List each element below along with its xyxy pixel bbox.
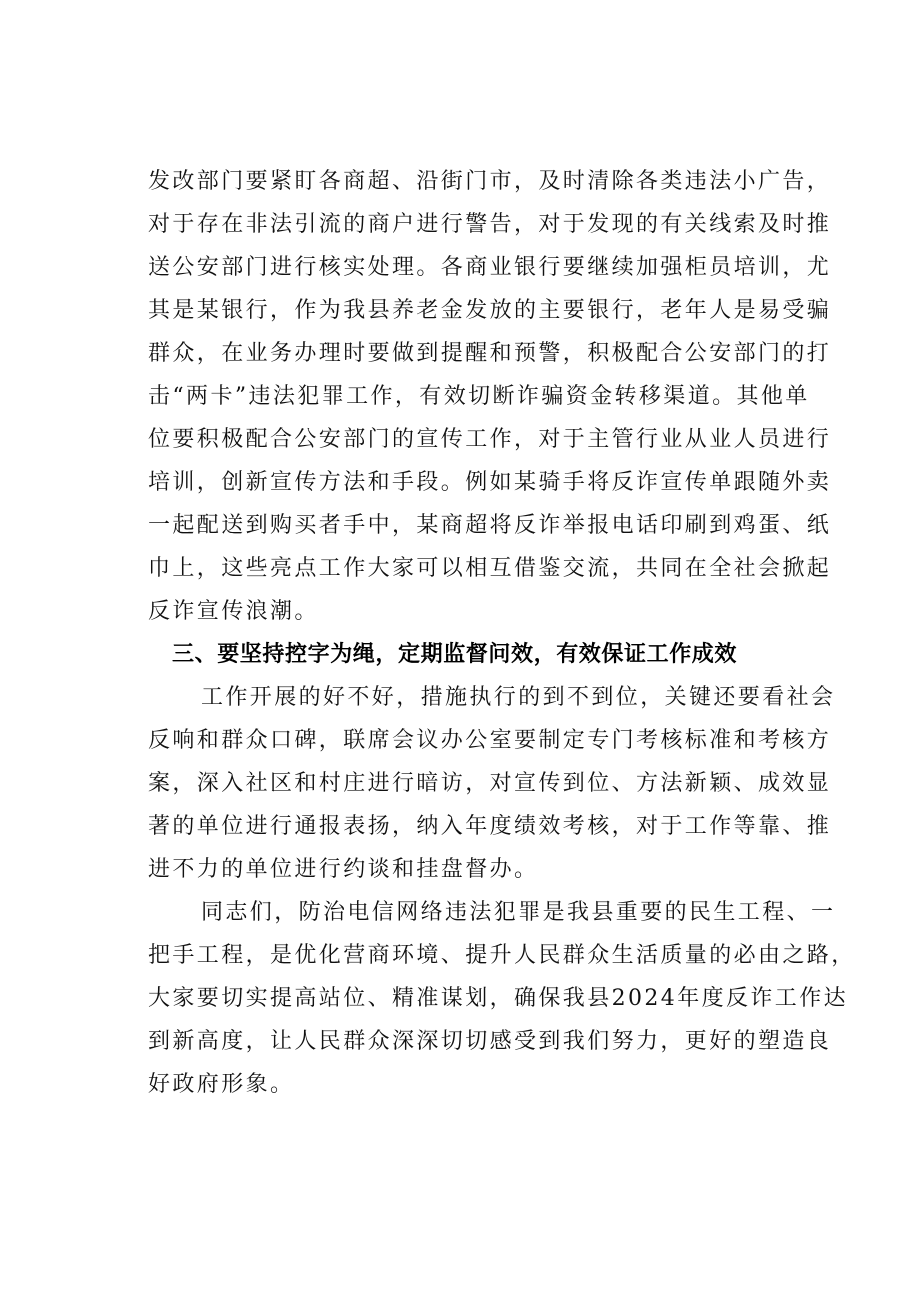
text-line: 反响和群众口碑，联席会议办公室要制定专门考核标准和考核方 (148, 728, 832, 753)
text-line: 培训，创新宣传方法和手段。例如某骑手将反诈宣传单跟随外卖 (148, 470, 832, 495)
text-line: 送公安部门进行核实处理。各商业银行要继续加强柜员培训，尤 (148, 255, 832, 280)
text-line: 著的单位进行通报表扬，纳入年度绩效考核，对于工作等靠、推 (148, 814, 832, 839)
text-line: 反诈宣传浪潮。 (148, 599, 319, 624)
section-heading: 三、要坚持控字为绳，定期监督问效，有效保证工作成效 (172, 642, 738, 667)
text-line: 工作开展的好不好，措施执行的到不到位，关键还要看社会 (201, 685, 836, 710)
text-line: 巾上，这些亮点工作大家可以相互借鉴交流，共同在全社会掀起 (148, 556, 832, 581)
paragraph-publicity-measures (148, 160, 832, 633)
text-line: 同志们，防治电信网络违法犯罪是我县重要的民生工程、一 (201, 900, 836, 925)
text-line: 其是某银行，作为我县养老金发放的主要银行，老年人是易受骗 (148, 298, 832, 323)
text-line: 进不力的单位进行约谈和挂盘督办。 (148, 857, 539, 882)
text-line: 群众，在业务办理时要做到提醒和预警，积极配合公安部门的打 (148, 341, 832, 366)
text-line: 位要积极配合公安部门的宣传工作，对于主管行业从业人员进行 (148, 427, 832, 452)
text-line: 发改部门要紧盯各商超、沿街门市，及时清除各类违法小广告， (148, 169, 832, 194)
text-line: 大家要切实提高站位、精准谋划，确保我县2024年度反诈工作达 (148, 986, 848, 1011)
text-line: 好政府形象。 (148, 1072, 295, 1097)
text-line: 到新高度，让人民群众深深切切感受到我们努力，更好的塑造良 (148, 1029, 832, 1054)
paragraph-supervision (148, 676, 836, 891)
document-body (148, 160, 856, 1106)
text-line: 把手工程，是优化营商环境、提升人民群众生活质量的必由之路， (148, 943, 856, 968)
text-line: 击“两卡”违法犯罪工作，有效切断诈骗资金转移渠道。其他单 (148, 384, 810, 409)
text-line: 一起配送到购买者手中，某商超将反诈举报电话印刷到鸡蛋、纸 (148, 513, 832, 538)
paragraph-closing (148, 891, 856, 1106)
text-line: 案，深入社区和村庄进行暗访，对宣传到位、方法新颖、成效显 (148, 771, 832, 796)
text-line: 对于存在非法引流的商户进行警告，对于发现的有关线索及时推 (148, 212, 832, 237)
